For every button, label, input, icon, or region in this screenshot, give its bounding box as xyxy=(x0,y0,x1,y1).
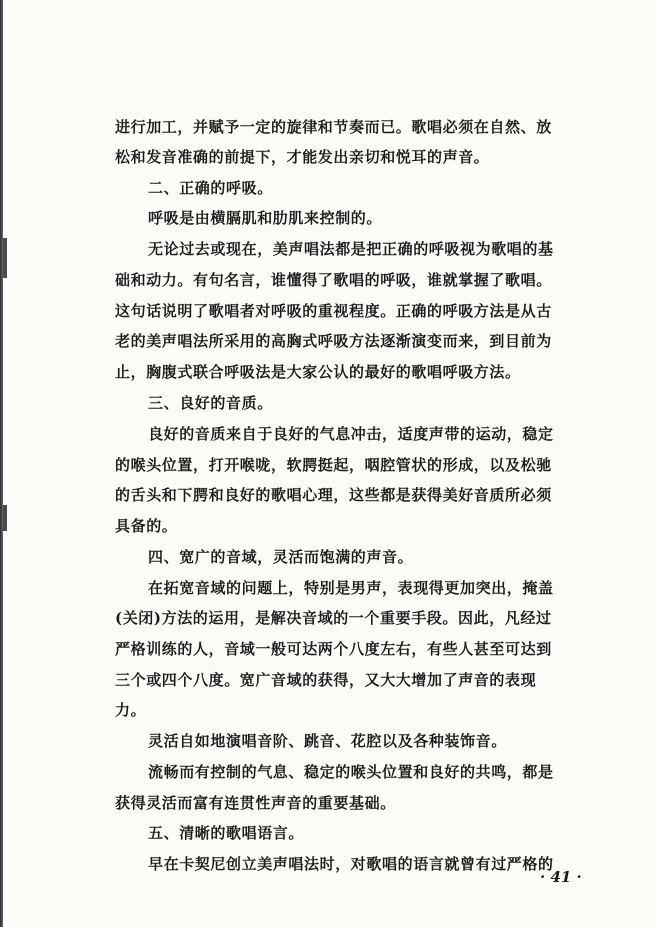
text-line: 灵活自如地演唱音阶、跳音、花腔以及各种装饰音。 xyxy=(148,732,507,750)
text-line: 进行加工，并赋予一定的旋律和节奏而已。歌唱必须在自然、放 xyxy=(115,118,552,136)
text-line: 松和发音准确的前提下，才能发出亲切和悦耳的声音。 xyxy=(115,148,490,166)
text-line: 具备的。 xyxy=(115,517,178,535)
text-line: 的喉头位置，打开喉咙，软腭挺起，咽腔管状的形成，以及松驰 xyxy=(115,456,552,474)
text-line: (关闭)方法的运用，是解决音域的一个重要手段。因此，凡经过 xyxy=(115,609,552,627)
text-line: 三个或四个八度。宽广音域的获得，又大大增加了声音的表现 xyxy=(115,671,537,689)
text-line: 呼吸是由横膈肌和肋肌来控制的。 xyxy=(148,209,383,227)
text-line: 严格训练的人，音域一般可达两个八度左右，有些人甚至可达到 xyxy=(115,640,552,658)
section-heading: 四、宽广的音域，灵活而饱满的声音。 xyxy=(148,548,414,566)
scan-edge-shadow xyxy=(0,0,3,927)
text-line: 这句话说明了歌唱者对呼吸的重视程度。正确的呼吸方法是从古 xyxy=(115,302,552,320)
text-line: 础和动力。有句名言，谁懂得了歌唱的呼吸，谁就掌握了歌唱。 xyxy=(115,271,552,289)
text-line: 在拓宽音域的问题上，特别是男声，表现得更加突出，掩盖 xyxy=(148,579,554,597)
page-number: · 41 · xyxy=(540,868,582,886)
text-line: 流畅而有控制的气息、稳定的喉头位置和良好的共鸣，都是 xyxy=(148,763,554,781)
text-line: 良好的音质来自于良好的气息冲击，适度声带的运动，稳定 xyxy=(148,425,554,443)
scan-edge-mark xyxy=(3,238,7,278)
section-heading: 五、清晰的歌唱语言。 xyxy=(148,824,305,842)
text-line: 早在卡契尼创立美声唱法时，对歌唱的语言就曾有过严格的 xyxy=(148,855,554,873)
text-line: 的舌头和下腭和良好的歌唱心理，这些都是获得美好音质所必须 xyxy=(115,486,552,504)
section-heading: 三、良好的音质。 xyxy=(148,394,273,412)
section-heading: 二、正确的呼吸。 xyxy=(148,179,273,197)
text-line: 无论过去或现在，美声唱法都是把正确的呼吸视为歌唱的基 xyxy=(148,240,554,258)
scan-edge-mark xyxy=(3,505,7,531)
text-line: 力。 xyxy=(115,701,147,719)
text-line: 老的美声唱法所采用的高胸式呼吸方法逐渐演变而来，到目前为 xyxy=(115,332,552,350)
text-line: 止，胸腹式联合呼吸法是大家公认的最好的歌唱呼吸方法。 xyxy=(115,363,521,381)
text-line: 获得灵活而富有连贯性声音的重要基础。 xyxy=(115,794,396,812)
